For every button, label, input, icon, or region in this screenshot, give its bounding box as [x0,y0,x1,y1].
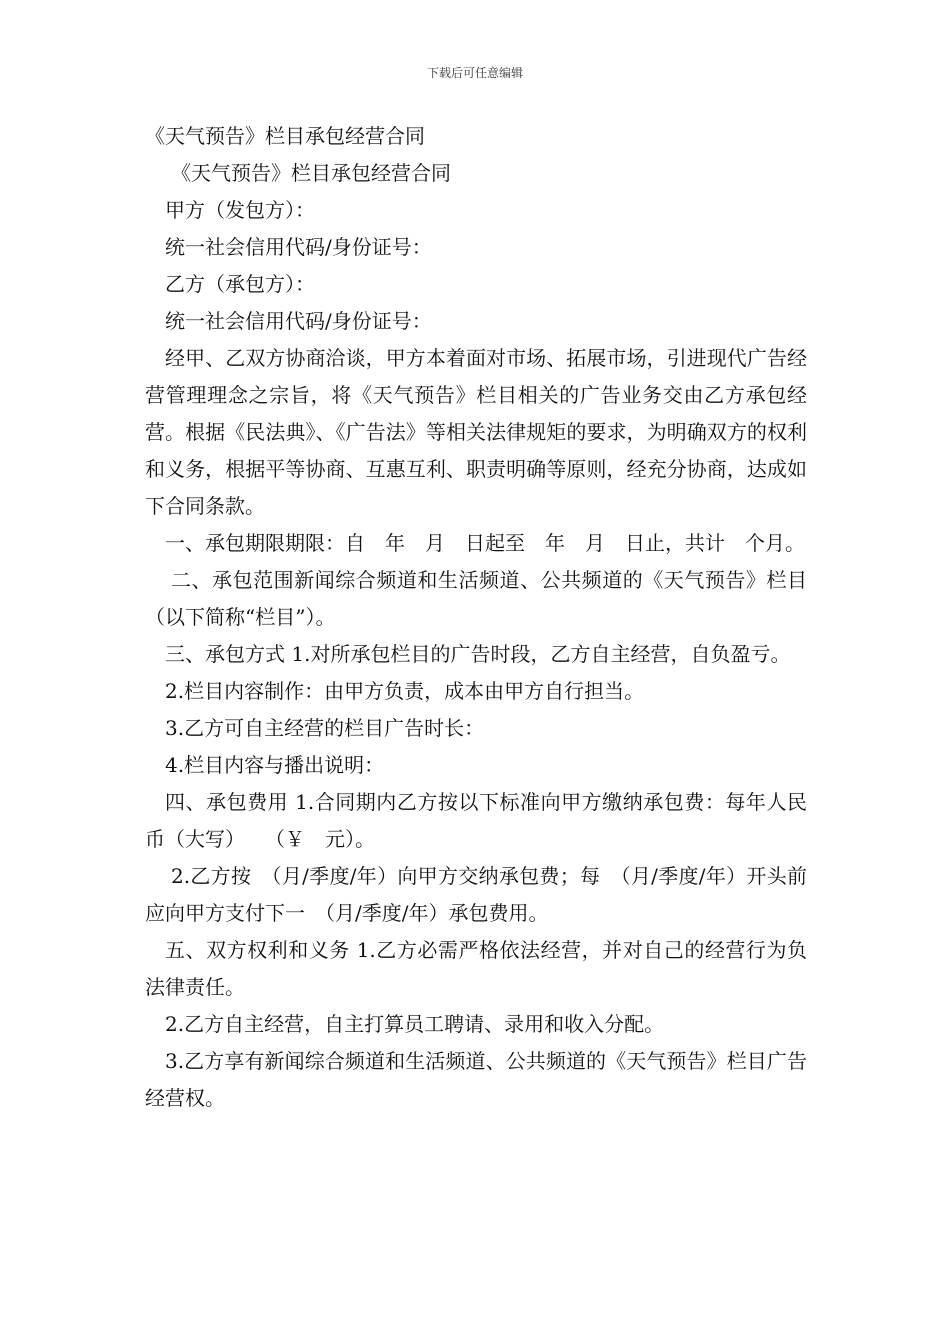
party-a-id-line: 统一社会信用代码/身份证号： [165,235,432,259]
document-subtitle: 《天气预告》栏目承包经营合同 [171,161,451,185]
clause-3-method-1: 三、承包方式 1.对所承包栏目的广告时段，乙方自主经营，自负盈亏。 [165,642,791,666]
clause-3-method-3: 3.乙方可自主经营的栏目广告时长： [165,716,485,740]
clause-4-fee-1: 四、承包费用 1.合同期内乙方按以下标准向甲方缴纳承包费：每年人民币（大写） （￥ 元）。 [145,790,807,851]
clause-5-rights-2: 2.乙方自主经营，自主打算员工聘请、录用和收入分配。 [165,1012,665,1036]
clause-3-method-2: 2.栏目内容制作：由甲方负责，成本由甲方自行担当。 [165,679,645,703]
party-b-id-line: 统一社会信用代码/身份证号： [165,309,432,333]
clause-5-rights-3: 3.乙方享有新闻综合频道和生活频道、公共频道的《天气预告》栏目广告经营权。 [145,1049,807,1110]
page-header-note: 下载后可任意编辑 [426,66,523,80]
party-a-line: 甲方（发包方）： [165,198,315,222]
clause-4-fee-2: 2.乙方按 （月/季度/年）向甲方交纳承包费；每 （月/季度/年）开头前应向甲方支付下一 （月/季度/年）承包费用。 [145,864,807,925]
clause-1-term: 一、承包期限期限：自 年 月 日起至 年 月 日止，共计 个月。 [165,531,805,555]
clause-3-method-4: 4.栏目内容与播出说明： [165,753,385,777]
preamble-paragraph: 经甲、乙双方协商洽谈，甲方本着面对市场、拓展市场，引进现代广告经营管理理念之宗旨，将《天气预告》栏目相关的广告业务交由乙方承包经营。根据《民法典》、《广告法》等相关法律规矩的要求，为明确双方的权利和义务，根据平等协商、互惠互利、职责明确等原则，经充分协商，达成如下合同条款。 [145,346,807,518]
party-b-line: 乙方（承包方）： [165,272,315,296]
clause-2-scope: 二、承包范围新闻综合频道和生活频道、公共频道的《天气预告》栏目（以下简称“栏目”）。 [145,568,807,629]
clause-5-rights-1: 五、双方权利和义务 1.乙方必需严格依法经营，并对自己的经营行为负法律责任。 [145,938,807,999]
contract-body [145,118,807,1117]
document-title: 《天气预告》栏目承包经营合同 [145,124,425,148]
